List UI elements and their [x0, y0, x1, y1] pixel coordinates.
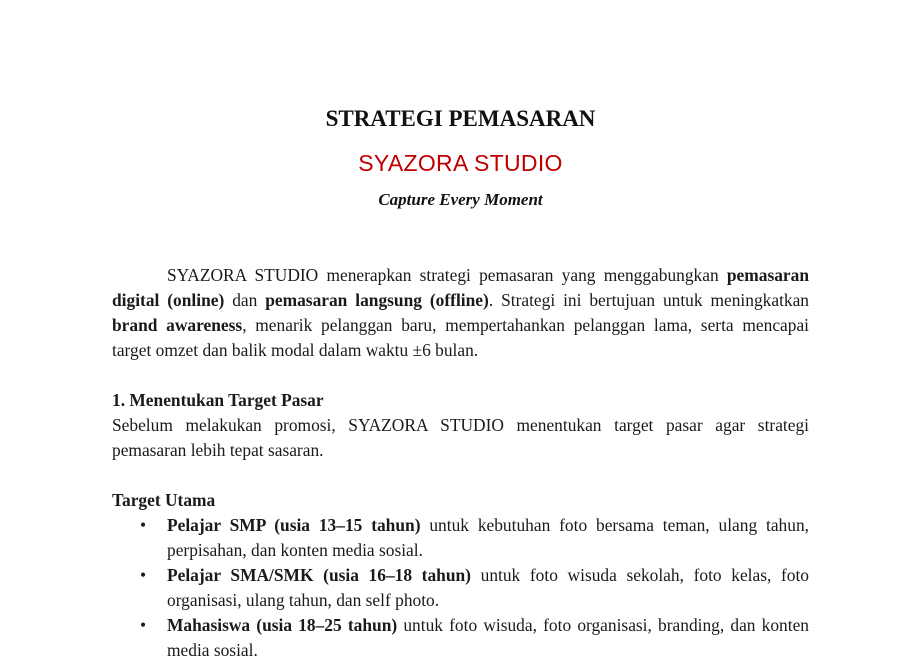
list-item-text: untuk kebutuhan foto bersama teman, ulang tahun, perpisahan, dan konten media sosial.: [167, 515, 809, 560]
intro-text-1: SYAZORA STUDIO menerapkan strategi pemasaran yang menggabungkan: [167, 265, 727, 285]
list-item: [112, 563, 809, 613]
list-item: [112, 513, 809, 563]
bullet-icon: •: [140, 515, 147, 535]
target-list: [112, 513, 809, 663]
target-heading: Target Utama: [112, 490, 216, 510]
document-title: STRATEGI PEMASARAN: [325, 106, 596, 131]
section-1-text: Sebelum melakukan promosi, SYAZORA STUDIO menentukan target pasar agar strategi pemasaran lebih tepat sasaran.: [112, 415, 809, 460]
brand-name: SYAZORA STUDIO: [358, 150, 563, 176]
intro-text-3: . Strategi ini bertujuan untuk meningkatkan: [488, 290, 810, 310]
intro-text-2: dan: [224, 290, 266, 310]
list-item-bold: Mahasiswa (usia 18–25 tahun): [167, 615, 398, 635]
list-item-bold: Pelajar SMA/SMK (usia 16–18 tahun): [167, 565, 471, 585]
intro-paragraph: [112, 263, 809, 363]
brand-tagline: Capture Every Moment: [378, 190, 543, 209]
list-item: [112, 613, 809, 663]
bullet-icon: •: [140, 615, 147, 635]
section-1-heading: 1. Menentukan Target Pasar: [112, 390, 324, 410]
list-item-text: untuk foto wisuda, foto organisasi, branding, dan konten media sosial.: [167, 615, 809, 660]
list-item-bold: Pelajar SMP (usia 13–15 tahun): [167, 515, 421, 535]
intro-bold-brand-awareness: brand awareness: [112, 315, 243, 335]
intro-bold-digital: pemasaran digital (online): [112, 265, 809, 310]
list-item-text: untuk foto wisuda sekolah, foto kelas, foto organisasi, ulang tahun, dan self photo.: [167, 565, 809, 610]
bullet-icon: •: [140, 565, 147, 585]
intro-bold-offline: pemasaran langsung (offline): [265, 290, 489, 310]
intro-text-4: , menarik pelanggan baru, mempertahankan pelanggan lama, serta mencapai target omzet dan balik modal dalam waktu ±6 bulan.: [112, 315, 809, 360]
